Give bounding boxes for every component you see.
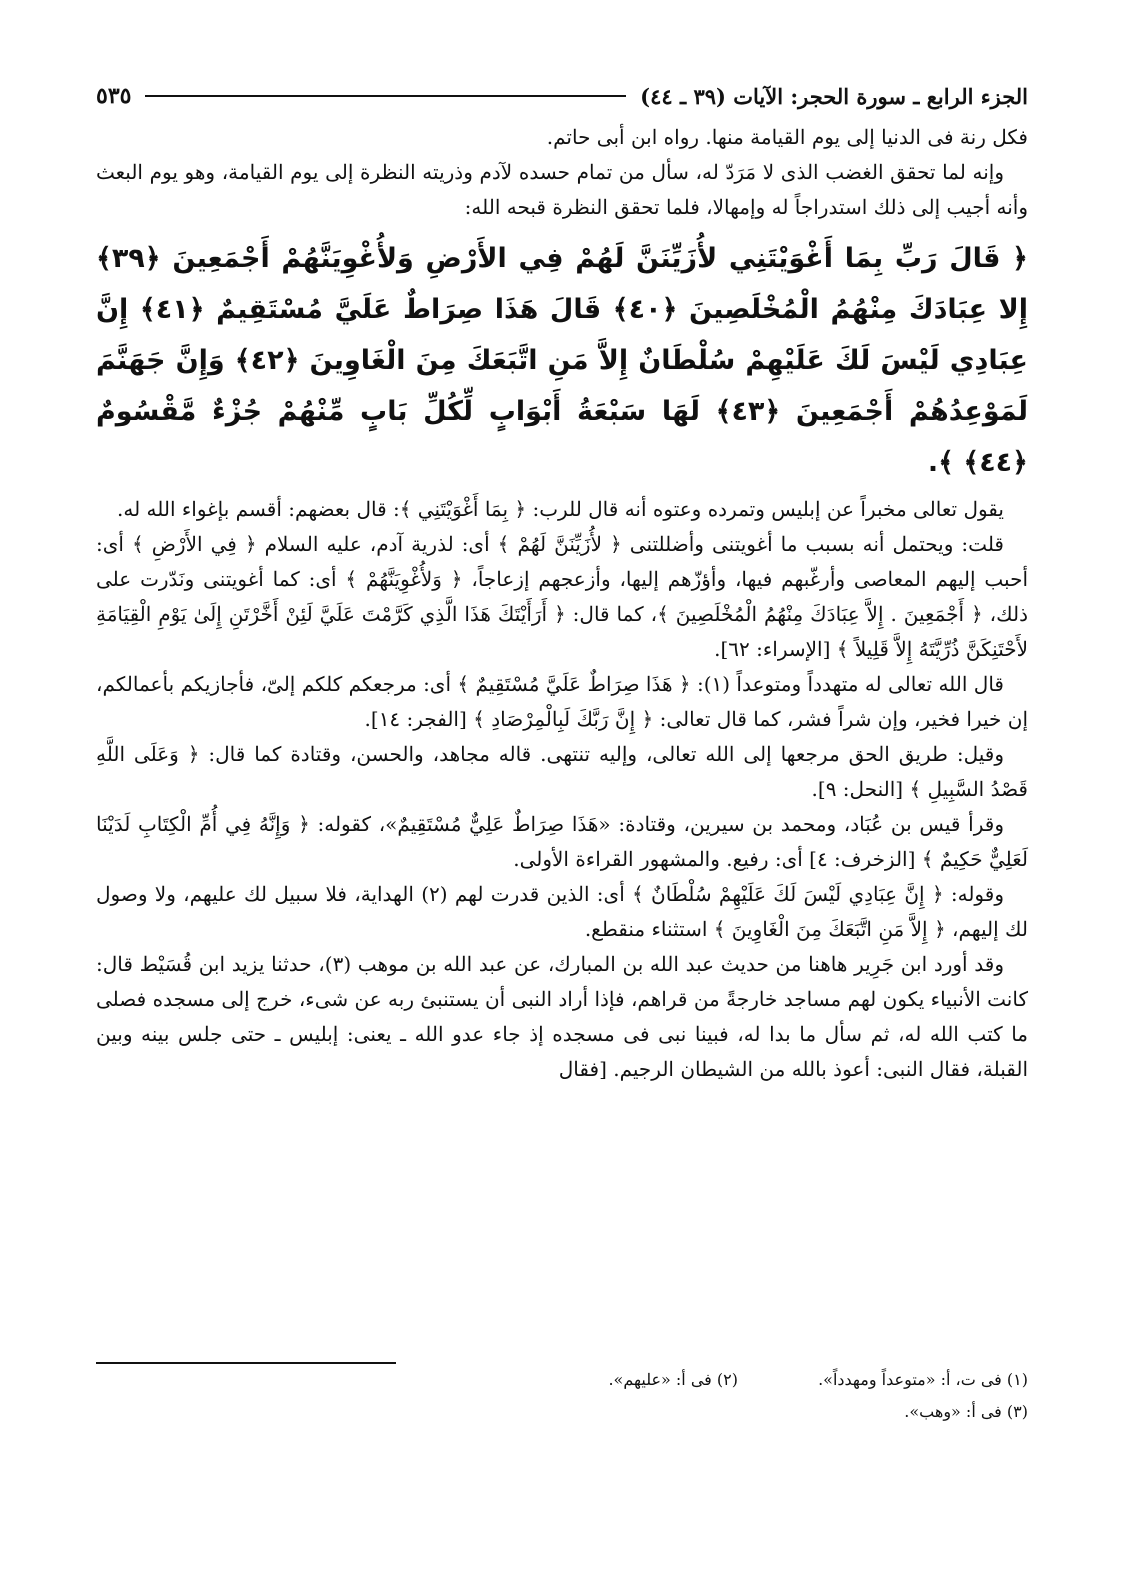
body-paragraph-2: قلت: ويحتمل أنه بسبب ما أغويتنى وأضللتنى ﴿ لأُزَيِّنَنَّ لَهُمْ ﴾ أى: لذرية آدم، عليه السلام ﴿ فِي الأَرْضِ ﴾ أى: أحبب إليهم المعاصى وأرغّبهم فيها، وأؤزّهم إليها، وأزعجهم إزعاجاً، ﴿ وَلأُغْوِيَنَّهُمْ ﴾ أى: كما أغويتنى ونَدّرت على ذلك، ﴿ أَجْمَعِينَ . إِلاَّ عِبَادَكَ مِنْهُمُ الْمُخْلَصِينَ ﴾، كما قال: ﴿ أَرَأَيْتَكَ هَذَا الَّذِي كَرَّمْتَ عَلَيَّ لَئِنْ أَخَّرْتَنِ إِلَىٰ يَوْمِ الْقِيَامَةِ لأَحْتَنِكَنَّ ذُرِّيَّتَهُ إِلاَّ قَلِيلاً ﴾ [الإسراء: ٦٢]. bbox=[96, 532, 1028, 661]
paragraph-intro-2: وإنه لما تحقق الغضب الذى لا مَرَدّ له، سأل من تمام حسده لآدم وذريته النظرة إلى يوم القيامة، وهو يوم البعث وأنه أجيب إلى ذلك استدراجاً له وإمهالا، فلما تحقق النظرة قبحه الله: bbox=[96, 160, 1028, 219]
footnote-3: (٣) فى أ: «وهب». bbox=[904, 1402, 1028, 1421]
header-rule bbox=[145, 95, 626, 97]
body-paragraph-1: يقول تعالى مخبراً عن إبليس وتمرده وعتوه أنه قال للرب: ﴿ بِمَا أَغْوَيْتَنِي ﴾: قال بعضهم: أقسم بإغواء الله له. bbox=[116, 497, 1004, 521]
paragraph-intro-1: فكل رنة فى الدنيا إلى يوم القيامة منها. رواه ابن أبى حاتم. bbox=[546, 125, 1028, 149]
body-paragraph-7: وقد أورد ابن جَرِير هاهنا من حديث عبد الله بن المبارك، عن عبد الله بن موهب (٣)، حدثنا يزيد ابن قُسَيْط قال: كانت الأنبياء يكون لهم مساجد خارجةً من قراهم، فإذا أراد النبى أن يستنبئ ربه عن شىء، خرج إلى مسجده فصلى ما كتب الله له، ثم سأل ما بدا له، فبينا نبى فى مسجده إذ جاء عدو الله ـ يعنى: إبليس ـ حتى جلس بينه وبين القبلة، فقال النبى: أعوذ بالله من الشيطان الرجيم. [فقال bbox=[96, 952, 1028, 1081]
body-paragraph-4: وقيل: طريق الحق مرجعها إلى الله تعالى، وإليه تنتهى. قاله مجاهد، والحسن، وقتادة كما قال: ﴿ وَعَلَى اللَّهِ قَصْدُ السَّبِيلِ ﴾ [النحل: ٩]. bbox=[96, 742, 1028, 801]
quran-verse-block: ﴿ قَالَ رَبِّ بِمَا أَغْوَيْتَنِي لأُزَيِّنَنَّ لَهُمْ فِي الأَرْضِ وَلأُغْوِيَنَّهُمْ أَجْمَعِينَ ﴿٣٩﴾ إِلا عِبَادَكَ مِنْهُمُ الْمُخْلَصِينَ ﴿٤٠﴾ قَالَ هَذَا صِرَاطٌ عَلَيَّ مُسْتَقِيمٌ ﴿٤١﴾ إِنَّ عِبَادِي لَيْسَ لَكَ عَلَيْهِمْ سُلْطَانٌ إِلاَّ مَنِ اتَّبَعَكَ مِنَ الْغَاوِينَ ﴿٤٢﴾ وَإِنَّ جَهَنَّمَ لَمَوْعِدُهُمْ أَجْمَعِينَ ﴿٤٣﴾ لَهَا سَبْعَةُ أَبْوَابٍ لِّكُلِّ بَابٍ مِّنْهُمْ جُزْءٌ مَّقْسُومٌ ﴿٤٤﴾ ﴾. bbox=[96, 243, 1028, 478]
body-paragraph-5: وقرأ قيس بن عُبَاد، ومحمد بن سيرين، وقتادة: «هَذَا صِرَاطٌ عَلِيٌّ مُسْتَقِيمٌ»، كقوله: ﴿ وَإِنَّهُ فِي أُمِّ الْكِتَابِ لَدَيْنَا لَعَلِيٌّ حَكِيمٌ ﴾ [الزخرف: ٤] أى: رفيع. والمشهور القراءة الأولى. bbox=[96, 812, 1028, 871]
footnote-row bbox=[96, 1364, 1028, 1396]
footnote-row bbox=[96, 1396, 1028, 1428]
page-content bbox=[96, 78, 1028, 1087]
footnote-1: (١) فى ت، أ: «متوعداً ومهدداً». bbox=[818, 1370, 1028, 1389]
footnote-2: (٢) فى أ: «عليهم». bbox=[608, 1370, 738, 1389]
body-paragraph-3: قال الله تعالى له متهدداً ومتوعداً (١): ﴿ هَذَا صِرَاطٌ عَلَيَّ مُسْتَقِيمٌ ﴾ أى: مرجعكم كلكم إلىّ، فأجازيكم بأعمالكم، إن خيرا فخير، وإن شراً فشر، كما قال تعالى: ﴿ إِنَّ رَبَّكَ لَبِالْمِرْصَادِ ﴾ [الفجر: ١٤]. bbox=[96, 672, 1028, 731]
body-paragraph-6: وقوله: ﴿ إِنَّ عِبَادِي لَيْسَ لَكَ عَلَيْهِمْ سُلْطَانٌ ﴾ أى: الذين قدرت لهم (٢) الهداية، فلا سبيل لك عليهم، ولا وصول لك إليهم، ﴿ إِلاَّ مَنِ اتَّبَعَكَ مِنَ الْغَاوِينَ ﴾ استثناء منقطع. bbox=[96, 882, 1028, 941]
running-title: الجزء الرابع ـ سورة الحجر: الآيات (٣٩ ـ ٤٤) bbox=[640, 83, 1028, 109]
page-number: ٥٣٥ bbox=[96, 83, 132, 109]
page-header bbox=[96, 78, 1028, 114]
footnotes bbox=[96, 1364, 1028, 1428]
